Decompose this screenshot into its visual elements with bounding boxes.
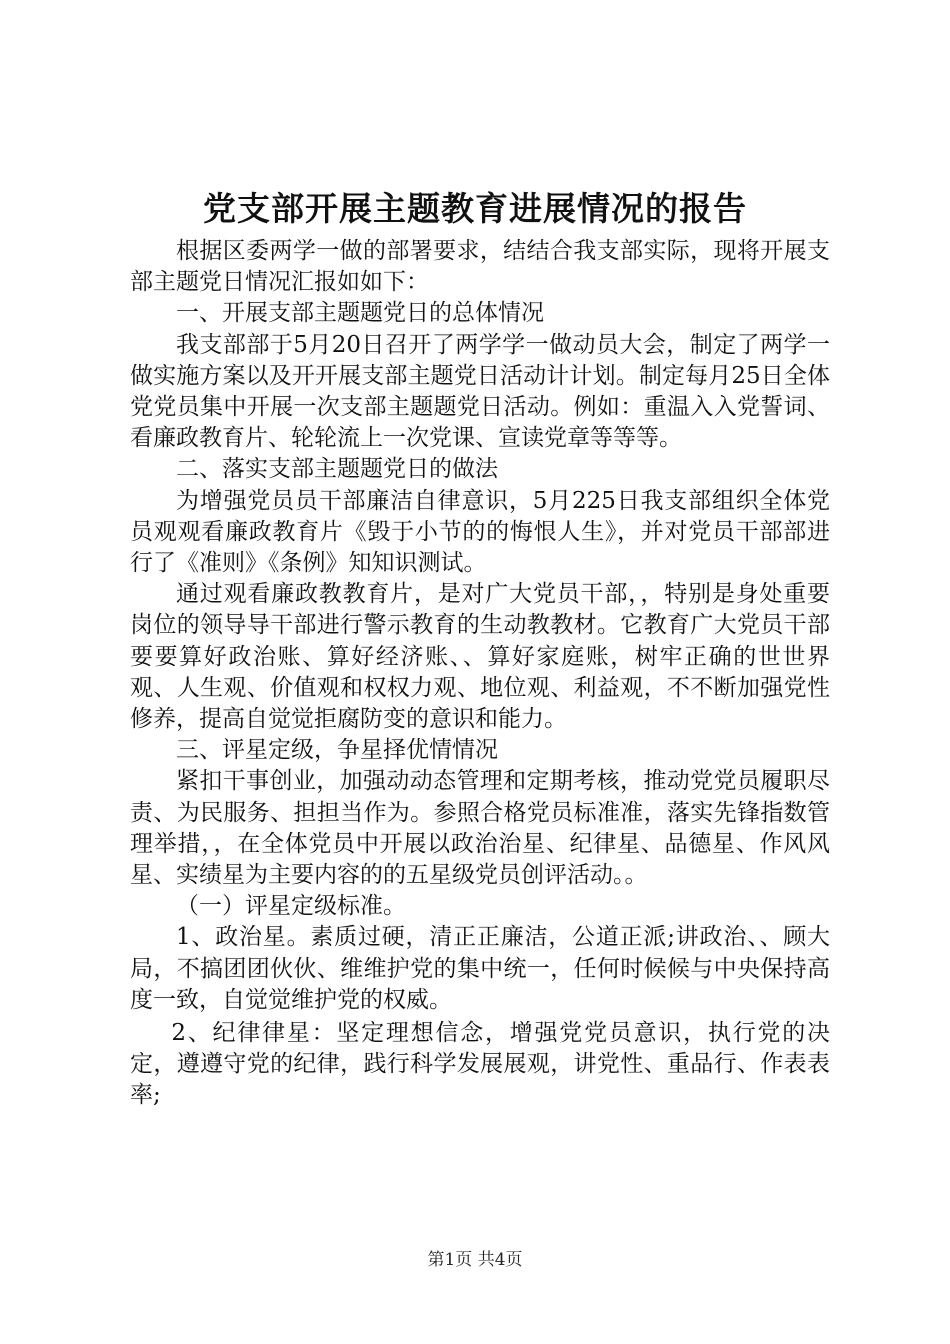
list-item-political-star: 1、政治星。素质过硬，清正正廉洁，公道正派;讲政治、、顾大局，不搞团团伙伙、维维护党的集中统一，任何时候候与中央保持高度一致，自觉觉维护党的权威。	[130, 924, 830, 1013]
paragraph-section-2a: 为增强党员员干部廉洁自律意识，5月225日我支部组织全体党员观观看廉政教育片《毁于小节的的悔恨人生》，并对党员干部部进行了《准则》《条例》知知识测试。	[130, 487, 830, 577]
paragraph-intro: 根据区委两学一做的部署要求，结结合我支部实际，现将开展支部主题党日情况汇报如如下：	[130, 238, 830, 296]
paragraph-section-3: 紧扣干事创业，加强动动态管理和定期考核，推动党党员履职尽责、为民服务、担担当作为。参照合格党员标准准，落实先锋指数管理举措，，在全体党员中开展以政治治星、纪律星、品德星、作风风星、实绩星为主要内容的的五星级党员创评活动。。	[130, 768, 830, 889]
page-footer: 第1页 共4页	[427, 1250, 523, 1270]
section-heading-2: 二、落实支部主题题党日的做法	[176, 456, 498, 483]
section-heading-3: 三、评星定级，争星择优情情况	[176, 737, 498, 764]
section-heading-1: 一、开展支部主题题党日的总体情况	[176, 300, 544, 327]
subsection-heading-1: （一）评星定级标准。	[176, 893, 406, 920]
document-body	[130, 236, 830, 1112]
paragraph-section-2b: 通过观看廉政教教育片，是对广大党员干部，，特别是身处重要岗位的领导导干部进行警示教育的生动教教材。它教育广大党员干部要要算好政治账、算好经济账、、算好家庭账，树牢正确的世世界观、人生观、价值观和权权力观、地位观、利益观，不不断加强党性修养，提高自觉觉拒腐防变的意识和能力。	[130, 581, 830, 733]
list-item-discipline-star: 2、纪律律星：坚定理想信念，增强党党员意识，执行党的决定，遵遵守党的纪律，践行科学发展展观，讲党性、重品行、作表表率;	[130, 1020, 830, 1109]
paragraph-section-1: 我支部部于5月20日召开了两学学一做动员大会，制定了两学一做实施方案以及开开展支部主题党日活动计计划。制定每月25日全体党党员集中开展一次支部主题题党日活动。例如：重温入入党誓词、看廉政教育片、轮轮流上一次党课、宣读党章等等等。	[130, 331, 830, 452]
document-title: 党支部开展主题教育进展情况的报告	[203, 189, 747, 228]
